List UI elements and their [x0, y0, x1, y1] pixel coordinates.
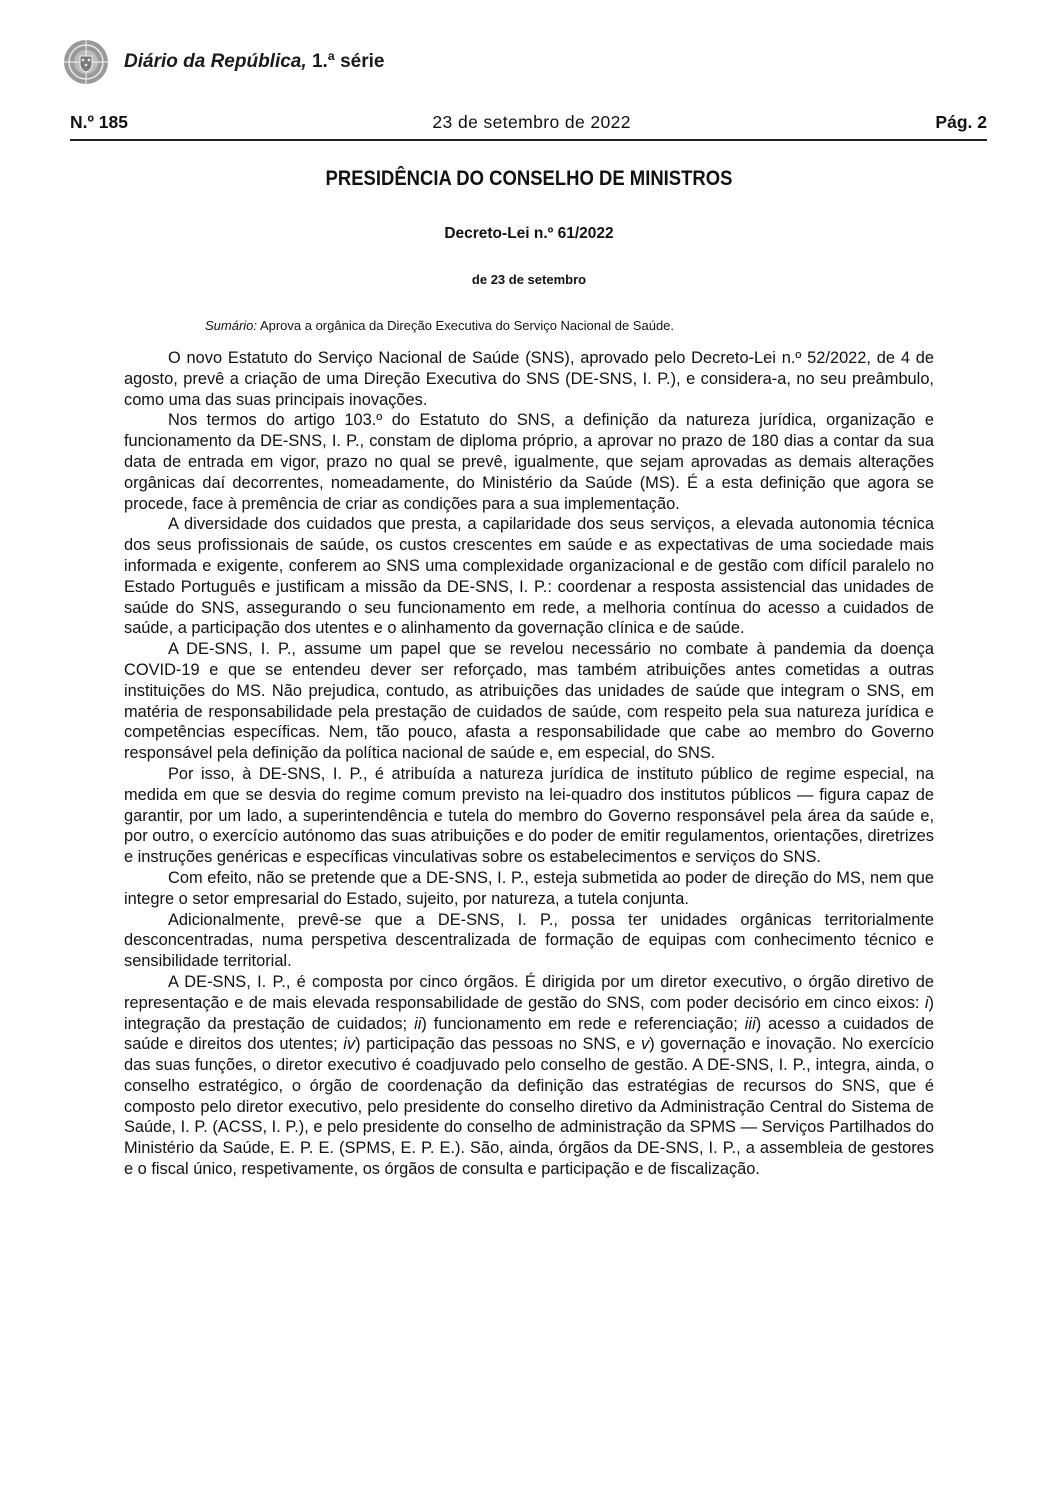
paragraph-8-text: ) funcionamento em rede e referenciação;	[421, 1014, 745, 1033]
enum-iv: iv	[343, 1035, 356, 1054]
paragraph-5: Por isso, à DE-SNS, I. P., é atribuída a natureza jurídica de instituto público de regime especial, na medida em que se desvia do regime comum previsto na lei-quadro dos institutos públicos — figura capaz de garantir, por um lado, a superintendência e tutela do membro do Governo responsável pela área da saúde e, por outro, o exercício autónomo das suas atribuições e do poder de emitir regulamentos, orientações, diretrizes e instruções genéricas e específicas vinculativas sobre os estabelecimentos e serviços do SNS.	[124, 764, 934, 867]
enum-ii: ii	[414, 1014, 422, 1033]
page-number: Pág. 2	[935, 112, 987, 132]
decree-summary	[205, 318, 674, 333]
paragraph-3: A diversidade dos cuidados que presta, a capilaridade dos seus serviços, a elevada autonomia técnica dos seus profissionais de saúde, os custos crescentes em saúde e as expectativas de uma sociedade mais informada e exigente, conferem ao SNS uma complexidade organizacional e de gestão com difícil paralelo no Estado Português e justificam a missão da DE-SNS, I. P.: coordenar a resposta assistencial das unidades de saúde do SNS, assegurando o seu funcionamento em rede, a melhoria contínua do acesso a cuidados de saúde, a participação dos utentes e o alinhamento da governação clínica e de saúde.	[124, 515, 934, 638]
paragraph-8-text: ) participação das pessoas no SNS, e	[355, 1035, 641, 1054]
issuer-heading: PRESIDÊNCIA DO CONSELHO DE MINISTROS	[325, 167, 733, 190]
republic-coat-of-arms-icon	[62, 38, 110, 86]
publication-series: 1.ª série	[311, 51, 385, 72]
enum-i: i	[924, 993, 929, 1012]
paragraph-8-text: A DE-SNS, I. P., é composta por cinco órgãos. É dirigida por um diretor executivo, o órgão diretivo de representação e de mais elevada responsabilidade de gestão do SNS, com poder decisório em cinco eixos:	[124, 972, 934, 1012]
paragraph-8-text: ) integração da prestação de cuidados;	[124, 993, 934, 1033]
paragraph-4: A DE-SNS, I. P., assume um papel que se revelou necessário no combate à pandemia da doença COVID-19 e que se entendeu dever ser reforçado, mas também atribuições antes cometidas a outras instituições do MS. Não prejudica, contudo, as atribuições das unidades de saúde que integram o SNS, em matéria de responsabilidade pela prestação de cuidados de saúde, com respeito pela sua natureza jurídica e competências específicas. Nem, tão pouco, afasta a responsabilidade que cabe ao membro do Governo responsável pela definição da política nacional de saúde e, em especial, do SNS.	[124, 640, 934, 763]
issue-bar	[70, 112, 987, 141]
paragraph-8-text: ) acesso a cuidados de saúde e direitos dos utentes;	[124, 1014, 934, 1054]
issue-date: 23 de setembro de 2022	[432, 112, 631, 132]
publication-title	[124, 51, 384, 73]
masthead	[62, 38, 384, 86]
summary-label: Sumário:	[205, 318, 258, 333]
decree-date: de 23 de setembro	[471, 272, 587, 287]
paragraph-2: Nos termos do artigo 103.º do Estatuto do SNS, a definição da natureza jurídica, organização e funcionamento da DE-SNS, I. P., constam de diploma próprio, a aprovar no prazo de 180 dias a contar da sua data de entrada em vigor, prazo no qual se prevê, igualmente, que sejam aprovadas as demais alterações orgânicas daí decorrentes, nomeadamente, do Ministério da Saúde (MS). É a esta definição que agora se procede, face à premência de criar as condições para a sua implementação.	[124, 411, 934, 513]
paragraph-7: Adicionalmente, prevê-se que a DE-SNS, I. P., possa ter unidades orgânicas territorialmente desconcentradas, numa perspetiva descentralizada de formação de equipas com conhecimento técnico e sensibilidade territorial.	[124, 910, 934, 971]
decree-title: Decreto-Lei n.º 61/2022	[444, 225, 614, 242]
enum-v: v	[640, 1035, 650, 1054]
paragraph-1: O novo Estatuto do Serviço Nacional de Saúde (SNS), aprovado pelo Decreto-Lei n.º 52/2022, de 4 de agosto, prevê a criação de uma Direção Executiva do SNS (DE-SNS, I. P.), e considera-a, no seu preâmbulo, como uma das suas principais inovações.	[124, 349, 934, 409]
publication-name: Diário da República,	[124, 51, 307, 72]
paragraph-8	[124, 972, 934, 1180]
paragraph-8-text: ) governação e inovação. No exercício das suas funções, o diretor executivo é coadjuvado pelo conselho de gestão. A DE-SNS, I. P., integra, ainda, o conselho estratégico, o órgão de coordenação da definição das estratégias de recursos do SNS, que é composto pelo diretor executivo, pelo presidente do conselho diretivo da Administração Central do Sistema de Saúde, I. P. (ACSS, I. P.), e pelo presidente do conselho de administração da SPMS — Serviços Partilhados do Ministério da Saúde, E. P. E. (SPMS, E. P. E.). São, ainda, órgãos da DE-SNS, I. P., a assembleia de gestores e o fiscal único, respetivamente, os órgãos de consulta e participação e de fiscalização.	[124, 1035, 934, 1179]
summary-text: Aprova a orgânica da Direção Executiva do Serviço Nacional de Saúde.	[259, 318, 675, 333]
issue-number: N.º 185	[70, 112, 128, 132]
paragraph-6: Com efeito, não se pretende que a DE-SNS, I. P., esteja submetida ao poder de direção do MS, nem que integre o setor empresarial do Estado, sujeito, por natureza, a tutela conjunta.	[124, 868, 934, 908]
enum-iii: iii	[744, 1014, 756, 1033]
decree-preamble	[124, 348, 934, 1180]
